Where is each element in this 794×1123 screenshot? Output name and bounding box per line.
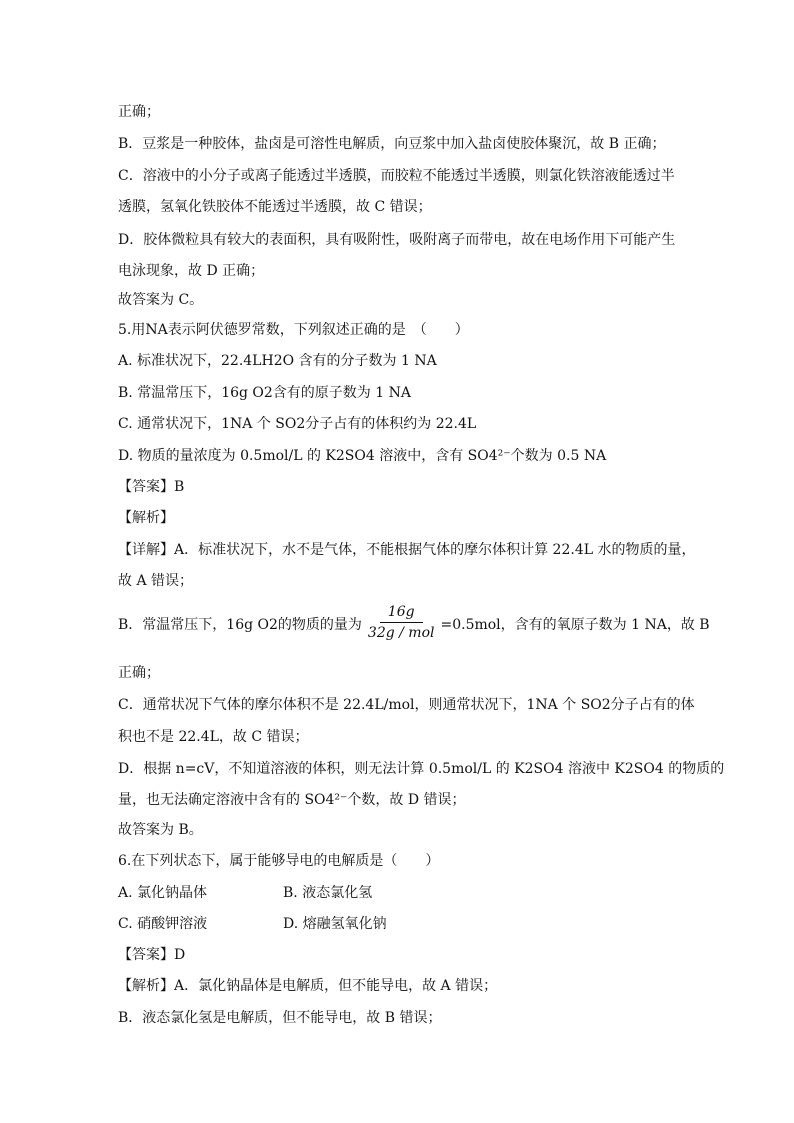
question-6-option-c: C. 硝酸钾溶液 — [118, 916, 208, 932]
question-5-option-c: C. 通常状况下，1NA 个 SO2分子占有的体积约为 22.4L — [118, 416, 477, 432]
question-6-options-row — [118, 883, 372, 903]
detail-line: 积也不是 22.4L，故 C 错误； — [118, 729, 309, 745]
text-line: B．豆浆是一种胶体，盐卤是可溶性电解质，向豆浆中加入盐卤使胶体聚沉，故 B 正确； — [118, 136, 666, 152]
question-6-option-d: D. 熔融氢氧化钠 — [283, 916, 387, 932]
fraction — [364, 602, 439, 643]
analysis-line: 【解析】A．氯化钠晶体是电解质，但不能导电，故 A 错误； — [118, 978, 498, 994]
detail-line: C．通常状况下气体的摩尔体积不是 22.4L/mol，则通常状况下，1NA 个 SO2分子占有的体 — [118, 697, 695, 713]
question-6-stem: 6.在下列状态下，属于能够导电的电解质是（ ） — [118, 853, 440, 869]
question-6-option-a: A. 氯化钠晶体 — [118, 885, 208, 901]
fraction-suffix: =0.5mol，含有的氧原子数为 1 NA，故 B — [440, 616, 710, 633]
text-line: C．溶液中的小分子或离子能透过半透膜，而胶粒不能透过半透膜，则氯化铁溶液能透过半 — [118, 168, 675, 184]
question-6-option-b: B. 液态氯化氢 — [283, 885, 373, 901]
fraction-line — [118, 604, 710, 645]
detail-line: 故 A 错误； — [118, 573, 194, 589]
fraction-numerator: 16g — [380, 602, 423, 623]
text-line: D．胶体微粒具有较大的表面积，具有吸附性，吸附离子而带电，故在电场作用下可能产生 — [118, 232, 676, 248]
detail-line: 【详解】A．标准状况下，水不是气体，不能根据气体的摩尔体积计算 22.4L 水的物质的量， — [118, 542, 696, 558]
detail-line: 故答案为 B。 — [118, 822, 203, 838]
question-5-stem: 5.用NA表示阿伏德罗常数，下列叙述正确的是 （ ） — [118, 322, 469, 338]
text-line: 正确； — [118, 104, 160, 120]
detail-line: D．根据 n=cV，不知道溶液的体积，则无法计算 0.5mol/L 的 K2SO4 溶液中 K2SO4 的物质的 — [118, 761, 725, 777]
analysis-line: B．液态氯化氢是电解质，但不能导电，故 B 错误； — [118, 1010, 442, 1026]
answer-label: 【答案】D — [118, 947, 186, 963]
detail-line: 量，也无法确定溶液中含有的 SO4²⁻个数，故 D 错误； — [118, 792, 466, 808]
question-5-option-d: D. 物质的量浓度为 0.5mol/L 的 K2SO4 溶液中，含有 SO4²⁻个数为 0.5 NA — [118, 448, 607, 464]
text-line: 故答案为 C。 — [118, 292, 204, 308]
answer-label: 【答案】B — [118, 479, 185, 495]
question-5-option-a: A. 标准状况下，22.4LH2O 含有的分子数为 1 NA — [118, 353, 437, 369]
text-line: 透膜，氢氧化铁胶体不能透过半透膜，故 C 错误； — [118, 199, 432, 215]
question-6-options-row — [118, 914, 387, 934]
text-line: 电泳现象，故 D 正确； — [118, 263, 265, 279]
analysis-label: 【解析】 — [118, 510, 174, 526]
detail-line: 正确； — [118, 665, 160, 681]
question-5-option-b: B. 常温常压下，16g O2含有的原子数为 1 NA — [118, 385, 411, 401]
fraction-prefix: B．常温常压下，16g O2的物质的量为 — [118, 616, 362, 633]
fraction-denominator: 32g / mol — [367, 625, 435, 641]
